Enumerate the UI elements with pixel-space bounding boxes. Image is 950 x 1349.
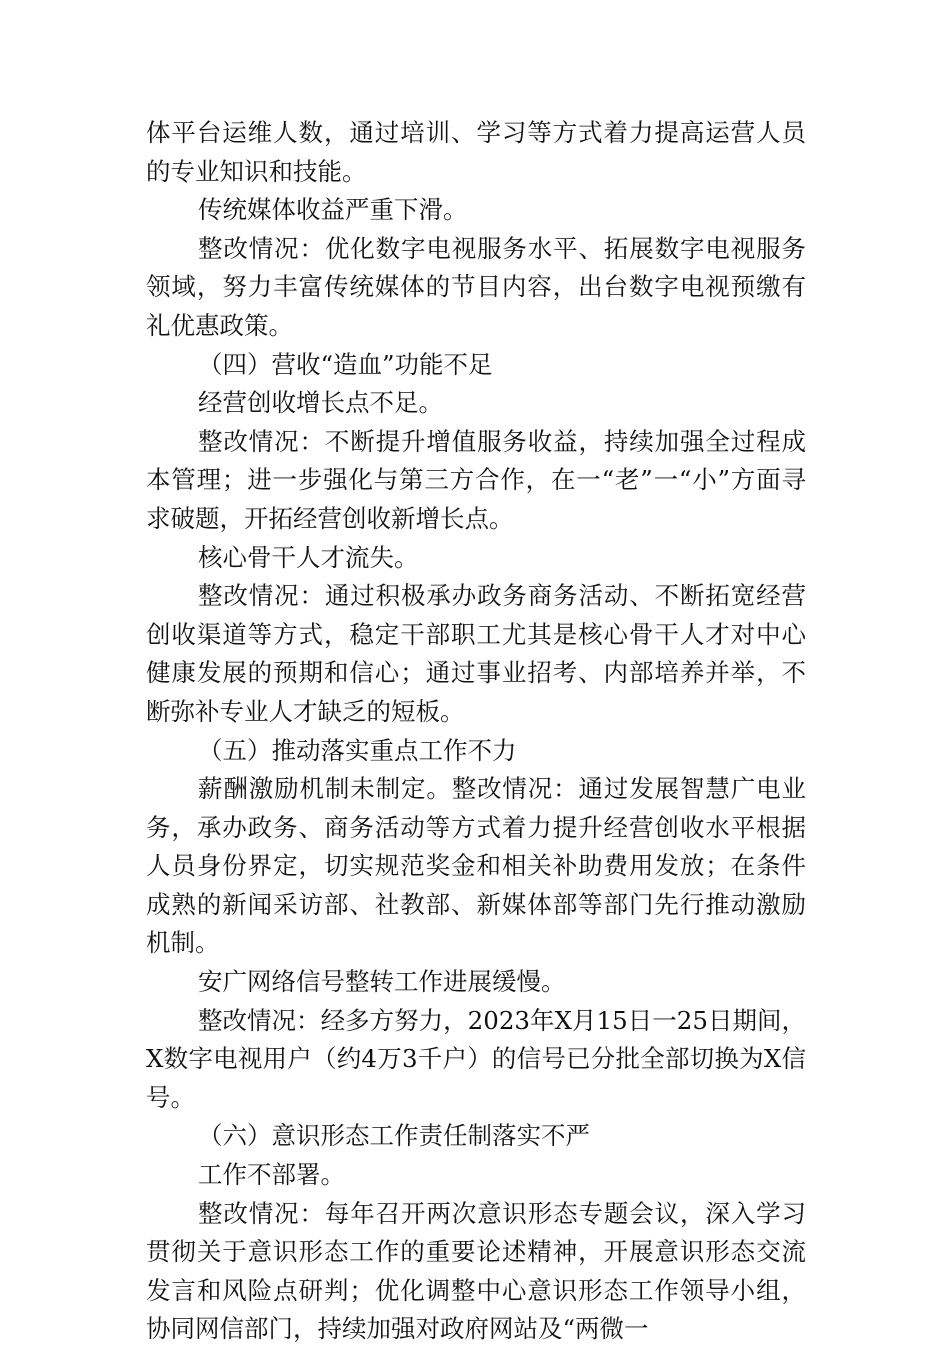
paragraph-rectification: 整改情况：经多方努力，2023年X月15日一25日期间，X数字电视用户（约4万3千户）的信号已分批全部切换为X信号。 (146, 1005, 806, 1112)
section-heading: （六）意识形态工作责任制落实不严 (198, 1121, 590, 1151)
paragraph-issue: 核心骨干人才流失。 (198, 542, 419, 572)
paragraph-rectification: 整改情况：不断提升增值服务收益，持续加强全过程成本管理；进一步强化与第三方合作，在一“老”一“小”方面寻求破题，开拓经营创收新增长点。 (146, 426, 806, 533)
section-heading: （四）营收“造血”功能不足 (198, 349, 493, 379)
paragraph-issue: 工作不部署。 (198, 1160, 345, 1190)
paragraph-rectification: 整改情况：每年召开两次意识形态专题会议，深入学习贯彻关于意识形态工作的重要论述精神，开展意识形态交流发言和风险点研判；优化调整中心意识形态工作领导小组，协同网信部门，持续加强对政府网站及“两微一 (146, 1198, 806, 1344)
paragraph-continuation: 体平台运维人数，通过培训、学习等方式着力提高运营人员的专业知识和技能。 (146, 118, 806, 186)
document-body (146, 114, 806, 1349)
paragraph-issue-and-rectification: 薪酬激励机制未制定。整改情况：通过发展智慧广电业务，承办政务、商务活动等方式着力提升经营创收水平根据人员身份界定，切实规范奖金和相关补助费用发放；在条件成熟的新闻采访部、社教部、新媒体部等部门先行推动激励机制。 (146, 774, 806, 958)
paragraph-issue: 经营创收增长点不足。 (198, 388, 443, 418)
paragraph-issue: 传统媒体收益严重下滑。 (198, 195, 468, 225)
section-heading: （五）推动落实重点工作不力 (198, 735, 517, 765)
paragraph-rectification: 整改情况：优化数字电视服务水平、拓展数字电视服务领域，努力丰富传统媒体的节目内容，出台数字电视预缴有礼优惠政策。 (146, 233, 806, 340)
paragraph-rectification: 整改情况：通过积极承办政务商务活动、不断拓宽经营创收渠道等方式，稳定干部职工尤其是核心骨干人才对中心健康发展的预期和信心；通过事业招考、内部培养并举，不断弥补专业人才缺乏的短板。 (146, 581, 806, 726)
paragraph-issue: 安广网络信号整转工作进展缓慢。 (198, 967, 566, 997)
